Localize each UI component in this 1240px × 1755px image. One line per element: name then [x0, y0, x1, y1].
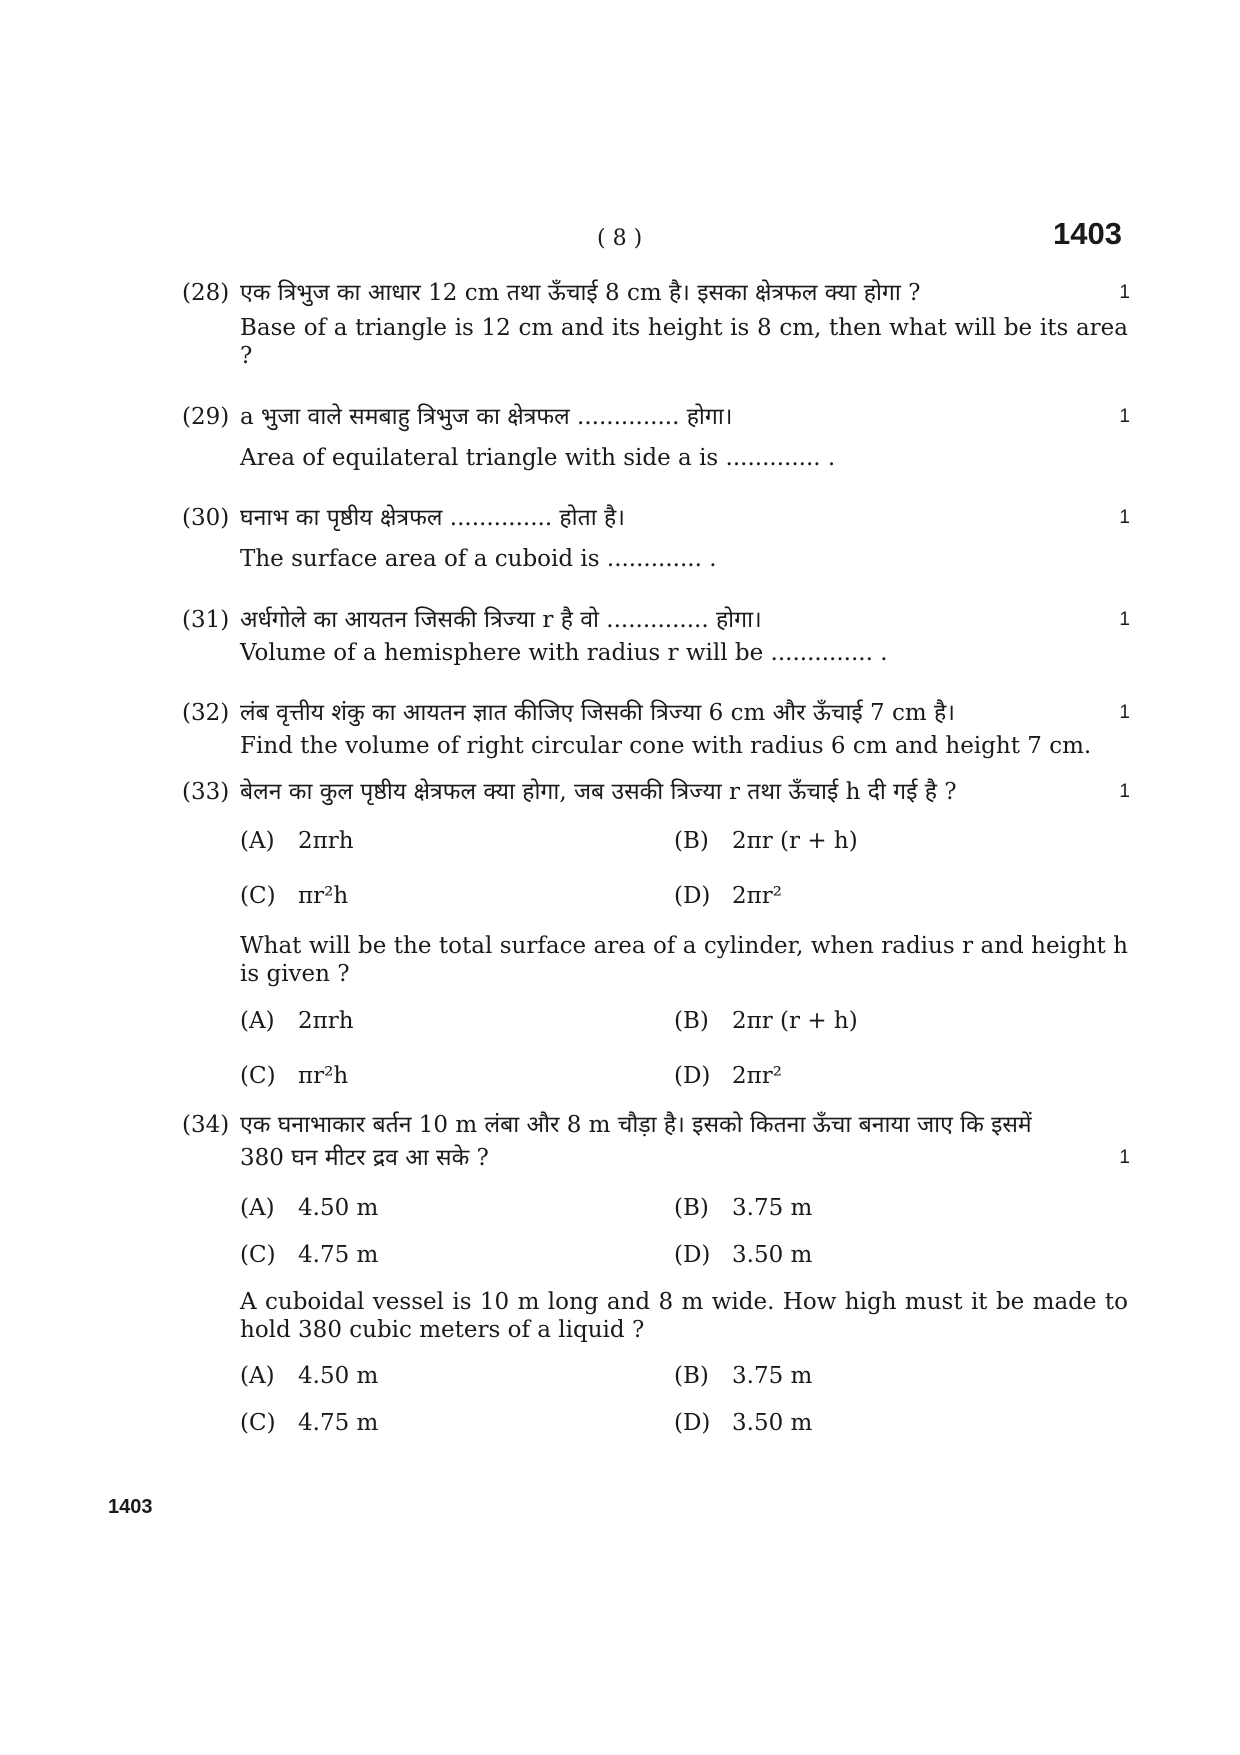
option-a: (A) 4.50 m [240, 1195, 379, 1221]
option-d: (D) 2πr² [674, 883, 782, 909]
option-c: (C) 4.75 m [240, 1242, 379, 1268]
question-text-english: Base of a triangle is 12 cm and its height is 8 cm, then what will be its area ? [240, 315, 1128, 369]
question-marks: 1 [1119, 1147, 1130, 1168]
question-text-hindi: अर्धगोले का आयतन जिसकी त्रिज्या r है वो .............. होगा। [240, 607, 762, 633]
question-33-english [182, 932, 1130, 988]
question-text-hindi: लंब वृत्तीय शंकु का आयतन ज्ञात कीजिए जिसकी त्रिज्या 6 cm और ऊँचाई 7 cm है। [240, 700, 955, 726]
question-marks: 1 [1119, 702, 1130, 723]
question-number: (34) [182, 1112, 230, 1138]
option-a: (A) 2πrh [240, 828, 354, 854]
question-29 [182, 402, 1130, 472]
option-c: (C) πr²h [240, 883, 349, 909]
question-marks: 1 [1119, 406, 1130, 427]
question-text-english: Area of equilateral triangle with side a is ............. . [240, 445, 836, 471]
option-b: (B) 3.75 m [674, 1363, 813, 1389]
question-text-english: The surface area of a cuboid is ............. . [240, 546, 717, 572]
option-b: (B) 3.75 m [674, 1195, 813, 1221]
question-30 [182, 503, 1130, 573]
question-marks: 1 [1119, 609, 1130, 630]
question-number: (28) [182, 280, 230, 306]
paper-code-footer: 1403 [108, 1496, 153, 1518]
question-text-english: Find the volume of right circular cone with radius 6 cm and height 7 cm. [240, 733, 1092, 759]
option-b: (B) 2πr (r + h) [674, 828, 858, 854]
question-number: (31) [182, 607, 230, 633]
question-number: (33) [182, 779, 230, 805]
question-text-hindi-line2: 380 घन मीटर द्रव आ सके ? [240, 1145, 489, 1171]
option-d: (D) 3.50 m [674, 1242, 813, 1268]
option-d: (D) 2πr² [674, 1063, 782, 1089]
question-text-english: Volume of a hemisphere with radius r will be .............. . [240, 640, 888, 666]
option-a: (A) 4.50 m [240, 1363, 379, 1389]
question-marks: 1 [1119, 507, 1130, 528]
page-number: ( 8 ) [597, 226, 643, 251]
question-number: (32) [182, 700, 230, 726]
option-c: (C) 4.75 m [240, 1410, 379, 1436]
question-text-hindi: घनाभ का पृष्ठीय क्षेत्रफल .............. होता है। [240, 505, 625, 531]
question-marks: 1 [1119, 781, 1130, 802]
question-28 [182, 278, 1130, 370]
question-text-hindi: एक घनाभाकार बर्तन 10 m लंबा और 8 m चौड़ा है। इसको कितना ऊँचा बनाया जाए कि इसमें [240, 1112, 1032, 1138]
option-a: (A) 2πrh [240, 1008, 354, 1034]
option-c: (C) πr²h [240, 1063, 349, 1089]
question-34-english [182, 1288, 1130, 1344]
question-text-hindi: a भुजा वाले समबाहु त्रिभुज का क्षेत्रफल .............. होगा। [240, 404, 733, 430]
option-d: (D) 3.50 m [674, 1410, 813, 1436]
question-31 [182, 605, 1130, 667]
question-text-english: What will be the total surface area of a cylinder, when radius r and height h is given ? [240, 933, 1128, 987]
question-32 [182, 698, 1130, 760]
question-number: (30) [182, 505, 230, 531]
question-text-english: A cuboidal vessel is 10 m long and 8 m wide. How high must it be made to hold 380 cubic meters of a liquid ? [240, 1289, 1128, 1343]
question-34 [182, 1110, 1130, 1173]
question-text-hindi: एक त्रिभुज का आधार 12 cm तथा ऊँचाई 8 cm है। इसका क्षेत्रफल क्या होगा ? [240, 280, 921, 306]
question-number: (29) [182, 404, 230, 430]
option-b: (B) 2πr (r + h) [674, 1008, 858, 1034]
question-text-hindi: बेलन का कुल पृष्ठीय क्षेत्रफल क्या होगा, जब उसकी त्रिज्या r तथा ऊँचाई h दी गई है ? [240, 779, 957, 805]
question-marks: 1 [1119, 282, 1130, 303]
paper-code-header: 1403 [1053, 216, 1122, 251]
question-33 [182, 777, 1130, 807]
